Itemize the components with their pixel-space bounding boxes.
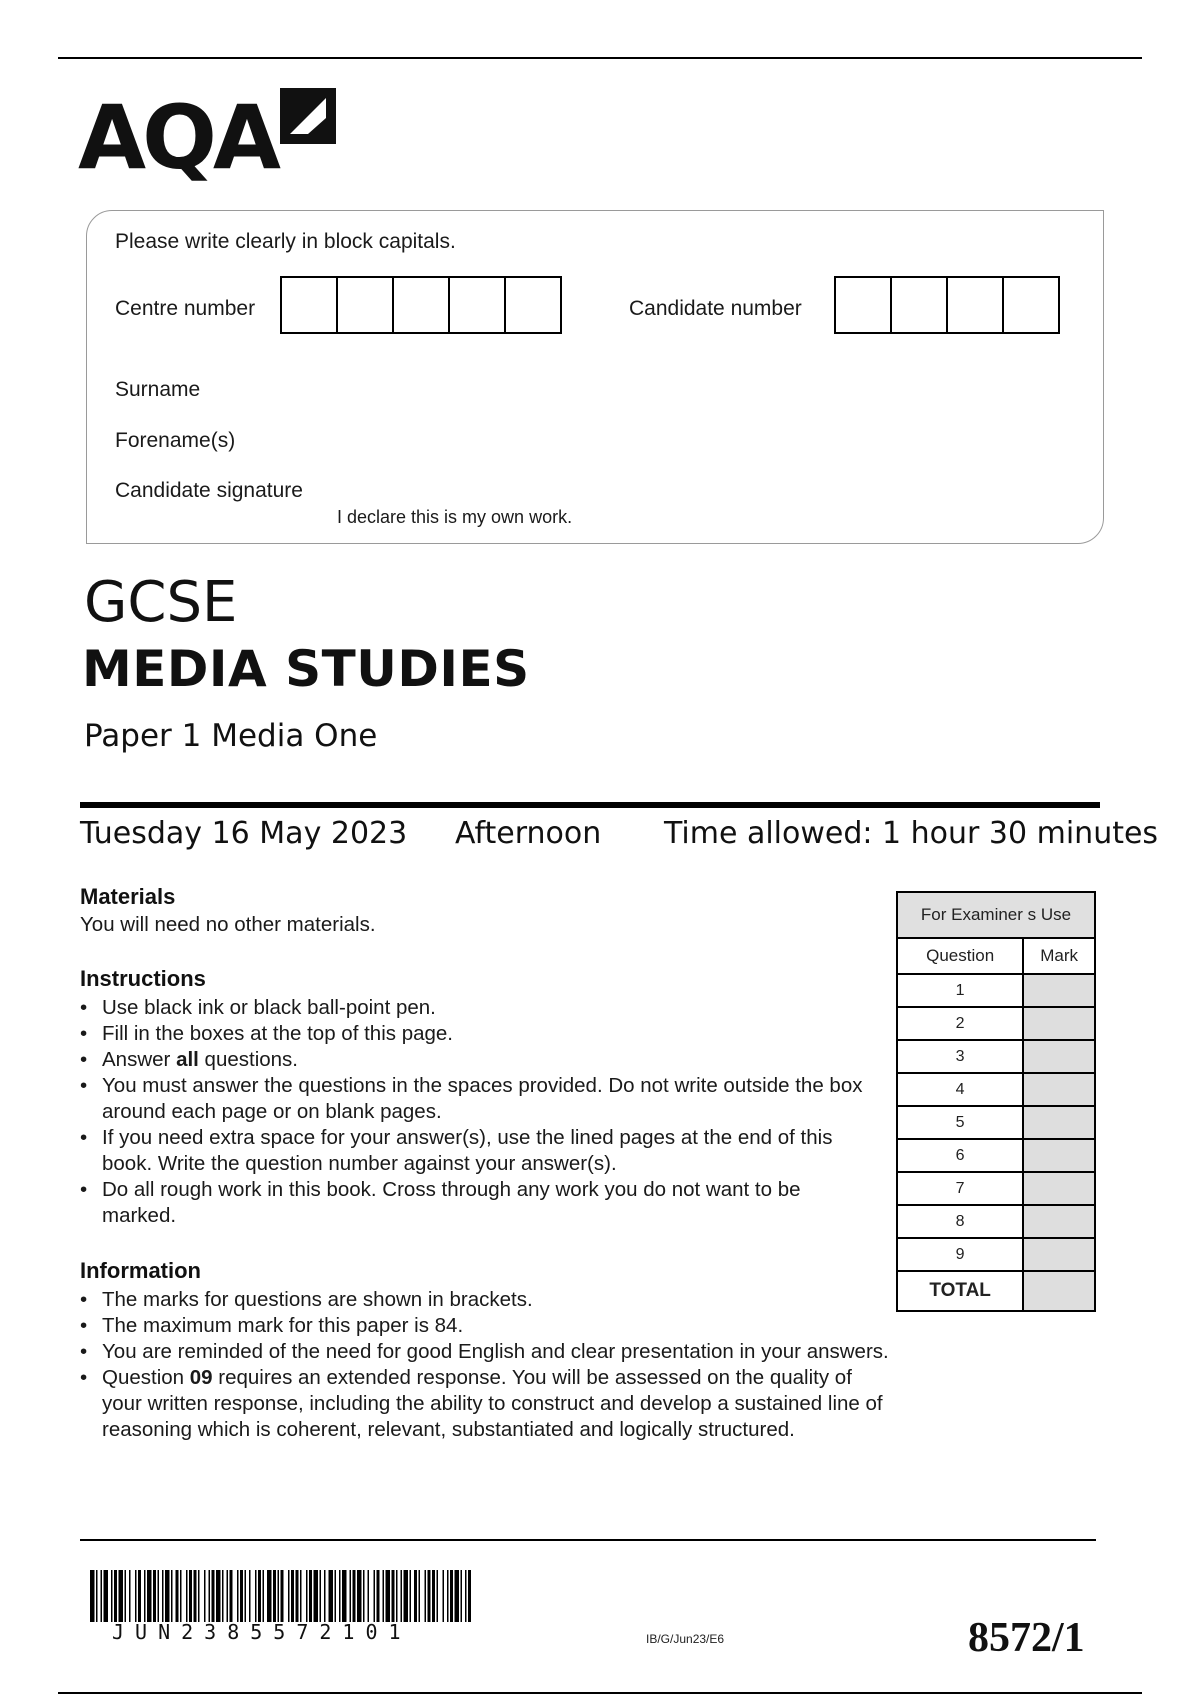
barcode-bar <box>363 1570 365 1622</box>
barcode-bar <box>144 1570 146 1622</box>
barcode-bar <box>237 1570 239 1622</box>
barcode-bar <box>350 1570 352 1622</box>
mark-cell[interactable] <box>1023 1106 1095 1139</box>
question-number: 7 <box>897 1172 1023 1205</box>
candidate-number-box[interactable] <box>834 276 892 334</box>
signature-label: Candidate signature <box>115 479 303 502</box>
candidate-number-boxes[interactable] <box>834 276 1060 334</box>
barcode-bar <box>383 1570 385 1622</box>
information-item <box>80 1365 890 1443</box>
exam-session: Afternoon <box>455 816 602 851</box>
barcode-bar <box>342 1570 347 1622</box>
instruction-text: questions. <box>198 1048 299 1071</box>
barcode-bar <box>357 1570 362 1622</box>
barcode-bar <box>320 1570 322 1622</box>
barcode-bar <box>419 1570 421 1622</box>
barcode-bar <box>230 1570 233 1622</box>
barcode-bar <box>258 1570 261 1622</box>
barcode-bar <box>461 1570 463 1622</box>
barcode-bar <box>263 1570 265 1622</box>
instruction-text: Answer <box>102 1048 177 1071</box>
information-text: Question <box>102 1366 190 1389</box>
barcode-bar <box>162 1570 164 1622</box>
barcode-bar <box>125 1570 127 1622</box>
top-rule <box>58 57 1142 59</box>
barcode-bar <box>377 1570 380 1622</box>
centre-number-boxes[interactable] <box>280 276 562 334</box>
question-number: 5 <box>897 1106 1023 1139</box>
barcode-bar <box>96 1570 98 1622</box>
barcode-bar <box>209 1570 211 1622</box>
instruction-item: • You must answer the questions in the spaces provided. Do not write outside the box around each page or on blank pages. <box>80 1073 870 1125</box>
reference-code: IB/G/Jun23/E6 <box>646 1632 725 1646</box>
mark-cell[interactable] <box>1023 974 1095 1007</box>
barcode-bar <box>450 1570 453 1622</box>
information-item: • The marks for questions are shown in brackets. <box>80 1287 890 1313</box>
bottom-rule <box>58 1692 1142 1694</box>
barcode-bar <box>329 1570 334 1622</box>
qualification-title: GCSE <box>84 570 238 635</box>
barcode-bar <box>267 1570 272 1622</box>
barcode-bar <box>300 1570 302 1622</box>
instructions-heading: Instructions <box>80 966 206 991</box>
barcode-bar <box>171 1570 173 1622</box>
barcode-bar <box>180 1570 182 1622</box>
logo-text: AQA <box>78 86 278 189</box>
barcode-bar <box>314 1570 319 1622</box>
mark-cell[interactable] <box>1023 1073 1095 1106</box>
centre-number-box[interactable] <box>392 276 450 334</box>
centre-number-box[interactable] <box>280 276 338 334</box>
barcode-bar <box>273 1570 276 1622</box>
barcode-bar <box>404 1570 409 1622</box>
barcode-bar <box>114 1570 117 1622</box>
barcode-icon <box>90 1570 474 1622</box>
centre-number-box[interactable] <box>504 276 562 334</box>
barcode-bar <box>189 1570 192 1622</box>
question-number: 2 <box>897 1007 1023 1040</box>
barcode-bar <box>443 1570 445 1622</box>
question-number: 9 <box>897 1238 1023 1271</box>
barcode-bar <box>437 1570 439 1622</box>
barcode-bar <box>255 1570 257 1622</box>
aqa-logo <box>78 88 348 188</box>
barcode-bar <box>90 1570 95 1622</box>
surname-label: Surname <box>115 378 201 401</box>
examiner-table-title: For Examiner s Use <box>897 892 1095 938</box>
mark-cell[interactable] <box>1023 1139 1095 1172</box>
barcode-bar <box>447 1570 449 1622</box>
instruction-item: • Use black ink or black ball-point pen. <box>80 995 870 1021</box>
candidate-number-box[interactable] <box>946 276 1004 334</box>
exam-date: Tuesday 16 May 2023 <box>80 816 408 851</box>
materials-text: You will need no other materials. <box>80 913 376 936</box>
barcode-bar <box>368 1570 370 1622</box>
barcode-bar <box>153 1570 156 1622</box>
barcode-bar <box>222 1570 224 1622</box>
barcode-bar <box>468 1570 471 1622</box>
barcode-bar <box>335 1570 337 1622</box>
question-column-header: Question <box>897 938 1023 974</box>
centre-number-box[interactable] <box>336 276 394 334</box>
subject-title: MEDIA STUDIES <box>82 640 530 698</box>
barcode-bar <box>101 1570 103 1622</box>
barcode-bar <box>240 1570 243 1622</box>
total-label: TOTAL <box>897 1271 1023 1311</box>
barcode-bar <box>104 1570 109 1622</box>
barcode-bar <box>198 1570 200 1622</box>
information-list <box>80 1287 890 1443</box>
barcode-bar <box>281 1570 284 1622</box>
barcode-bar <box>176 1570 179 1622</box>
mark-cell[interactable] <box>1023 1238 1095 1271</box>
barcode-bar <box>425 1570 427 1622</box>
paper-title: Paper 1 Media One <box>84 718 378 754</box>
barcode-bar <box>296 1570 299 1622</box>
barcode-bar <box>432 1570 435 1622</box>
instruction-item: • If you need extra space for your answer(s), use the lined pages at the end of this book. Write the question number against your answer(s). <box>80 1125 870 1177</box>
information-item: • The maximum mark for this paper is 84. <box>80 1313 890 1339</box>
barcode-bar <box>414 1570 417 1622</box>
examiner-use-table <box>896 891 1096 1312</box>
barcode-bar <box>227 1570 229 1622</box>
barcode-bar <box>428 1570 431 1622</box>
candidate-number-box[interactable] <box>890 276 948 334</box>
question-number: 3 <box>897 1040 1023 1073</box>
centre-number-box[interactable] <box>448 276 506 334</box>
barcode-bar <box>324 1570 326 1622</box>
barcode-bar <box>410 1570 412 1622</box>
barcode-bar <box>119 1570 124 1622</box>
barcode-bar <box>216 1570 221 1622</box>
barcode-bar <box>288 1570 290 1622</box>
barcode-bar <box>401 1570 403 1622</box>
barcode-bar <box>204 1570 206 1622</box>
candidate-number-box[interactable] <box>1002 276 1060 334</box>
centre-number-label: Centre number <box>115 297 256 320</box>
mark-cell[interactable] <box>1023 1040 1095 1073</box>
barcode-bar <box>386 1570 391 1622</box>
forename-label: Forename(s) <box>115 429 236 452</box>
barcode-bar <box>212 1570 215 1622</box>
information-emphasis: 09 <box>189 1366 213 1389</box>
barcode-bar <box>138 1570 141 1622</box>
barcode-bar <box>396 1570 398 1622</box>
barcode-bar <box>249 1570 251 1622</box>
barcode-bar <box>135 1570 137 1622</box>
candidate-number-label: Candidate number <box>629 297 802 320</box>
paper-code: 8572/1 <box>968 1615 1085 1661</box>
barcode-bar <box>147 1570 152 1622</box>
barcode-bar <box>353 1570 356 1622</box>
mark-cell[interactable] <box>1023 1007 1095 1040</box>
barcode-bar <box>278 1570 280 1622</box>
barcode-bar <box>129 1570 131 1622</box>
information-heading: Information <box>80 1258 201 1283</box>
barcode-bar <box>158 1570 160 1622</box>
block-capitals-instruction: Please write clearly in block capitals. <box>115 230 456 253</box>
question-number: 1 <box>897 974 1023 1007</box>
information-item: • You are reminded of the need for good English and clear presentation in your answers. <box>80 1339 890 1365</box>
barcode-bar <box>392 1570 395 1622</box>
question-number: 4 <box>897 1073 1023 1106</box>
total-mark-cell[interactable] <box>1023 1271 1095 1311</box>
declaration-text: I declare this is my own work. <box>337 507 573 527</box>
barcode-bar <box>339 1570 341 1622</box>
barcode-bar <box>245 1570 247 1622</box>
logo-mark-icon <box>280 88 336 144</box>
barcode-bar <box>165 1570 170 1622</box>
instruction-item <box>80 1047 870 1073</box>
information-text: requires an extended response. You will be assessed on the quality of your written response, including the ability to construct and develop a sustained line of reasoning which is coherent, relevant, substantiated and logically structured. <box>102 1366 883 1441</box>
instruction-item: • Fill in the boxes at the top of this page. <box>80 1021 870 1047</box>
footer-rule <box>80 1539 1096 1541</box>
mark-column-header: Mark <box>1023 938 1095 974</box>
time-allowed: Time allowed: 1 hour 30 minutes <box>664 816 1159 851</box>
barcode-text: JUN2385572101 <box>112 1620 412 1644</box>
barcode-bar <box>291 1570 294 1622</box>
barcode-bar <box>309 1570 312 1622</box>
barcode-bar <box>465 1570 467 1622</box>
question-number: 6 <box>897 1139 1023 1172</box>
barcode-bar <box>455 1570 460 1622</box>
question-number: 8 <box>897 1205 1023 1238</box>
barcode-bar <box>194 1570 197 1622</box>
materials-heading: Materials <box>80 884 176 909</box>
barcode-bar <box>111 1570 113 1622</box>
barcode-bar <box>374 1570 376 1622</box>
barcode-bar <box>186 1570 188 1622</box>
instructions-list <box>80 995 870 1229</box>
instruction-item: • Do all rough work in this book. Cross through any work you do not want to be marked. <box>80 1177 870 1229</box>
title-rule <box>80 802 1100 808</box>
barcode-bar <box>306 1570 308 1622</box>
mark-cell[interactable] <box>1023 1205 1095 1238</box>
mark-cell[interactable] <box>1023 1172 1095 1205</box>
instruction-emphasis: all <box>176 1048 199 1071</box>
